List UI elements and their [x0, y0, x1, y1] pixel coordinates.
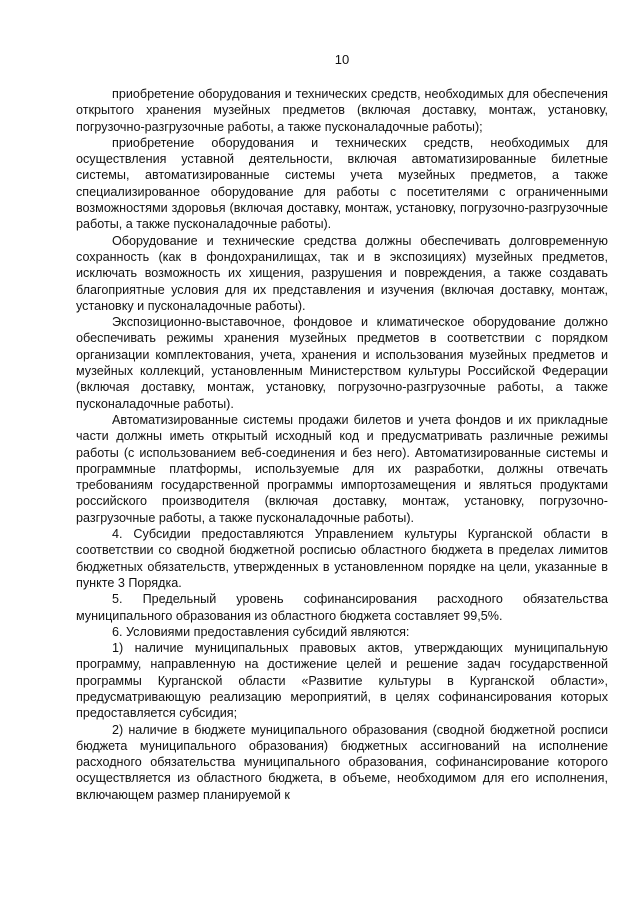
document-body [76, 86, 608, 803]
paragraph-clause-6: 6. Условиями предоставления субсидий являются: [112, 624, 410, 639]
paragraph-exhibition-equipment: Экспозиционно-выставочное, фондовое и климатическое оборудование должно обеспечивать режимы хранения музейных предметов в соответствии с порядком организации комплектования, учета, хранения и использования музейных предметов и музейных коллекций, установленным Министерством культуры Российской Федерации (включая доставку, монтаж, установку, погрузочно-разгрузочные работы, а также пусконаладочные работы). [76, 315, 608, 411]
paragraph-clause-4: 4. Субсидии предоставляются Управлением культуры Курганской области в соответствии со сводной бюджетной росписью областного бюджета в пределах лимитов бюджетных обязательств, утвержденных в установленном порядке на цели, указанные в пункте 3 Порядка. [76, 527, 608, 590]
paragraph-clause-5: 5. Предельный уровень софинансирования расходного обязательства муниципального образования из областного бюджета составляет 99,5%. [76, 592, 608, 623]
paragraph-open-storage-equipment: приобретение оборудования и технических средств, необходимых для обеспечения открытого хранения музейных предметов (включая доставку, монтаж, установку, погрузочно-разгрузочные работы, а также пусконаладочные работы); [76, 87, 608, 134]
paragraph-automated-systems: Автоматизированные системы продажи билетов и учета фондов и их прикладные части должны иметь открытый исходный код и предусматривать различные режимы работы (с использованием веб-соединения и без него). Автоматизированные системы и программные платформы, используемые для их разработки, должны отвечать требованиям государственной программы импортозамещения и являться продуктами российского производителя (включая доставку, монтаж, установку, погрузочно-разгрузочные работы, а также пусконаладочные работы). [76, 412, 608, 525]
paragraph-condition-1: 1) наличие муниципальных правовых актов, утверждающих муниципальную программу, направленную на достижение целей и решение задач государственной программы Курганской области «Развитие культуры в Курганской области», предусматривающую реализацию мероприятий, в целях софинансирования которых предоставляется субсидия; [76, 641, 608, 721]
paragraph-condition-2: 2) наличие в бюджете муниципального образования (сводной бюджетной росписи бюджета муниципального образования) бюджетных ассигнований на исполнение расходного обязательства муниципального образования, софинансирование которого осуществляется из областного бюджета, в объеме, необходимом для его исполнения, включающем размер планируемой к [76, 722, 608, 802]
paragraph-equipment-requirements: Оборудование и технические средства должны обеспечивать долговременную сохранность (как в фондохранилищах, так и в экспозициях) музейных предметов, исключать возможность их хищения, разрушения и повреждения, а также создавать благоприятные условия для их представления и изучения (включая доставку, монтаж, установку и пусконаладочные работы). [76, 233, 608, 313]
page-number: 10 [334, 52, 350, 67]
paragraph-statutory-equipment: приобретение оборудования и технических средств, необходимых для осуществления уставной деятельности, включая автоматизированные билетные системы, автоматизированные системы учета музейных предметов, а также специализированное оборудование для работы с посетителями с ограниченными возможностями здоровья (включая доставку, монтаж, установку, погрузочно-разгрузочные работы, а также пусконаладочные работы). [76, 135, 608, 232]
